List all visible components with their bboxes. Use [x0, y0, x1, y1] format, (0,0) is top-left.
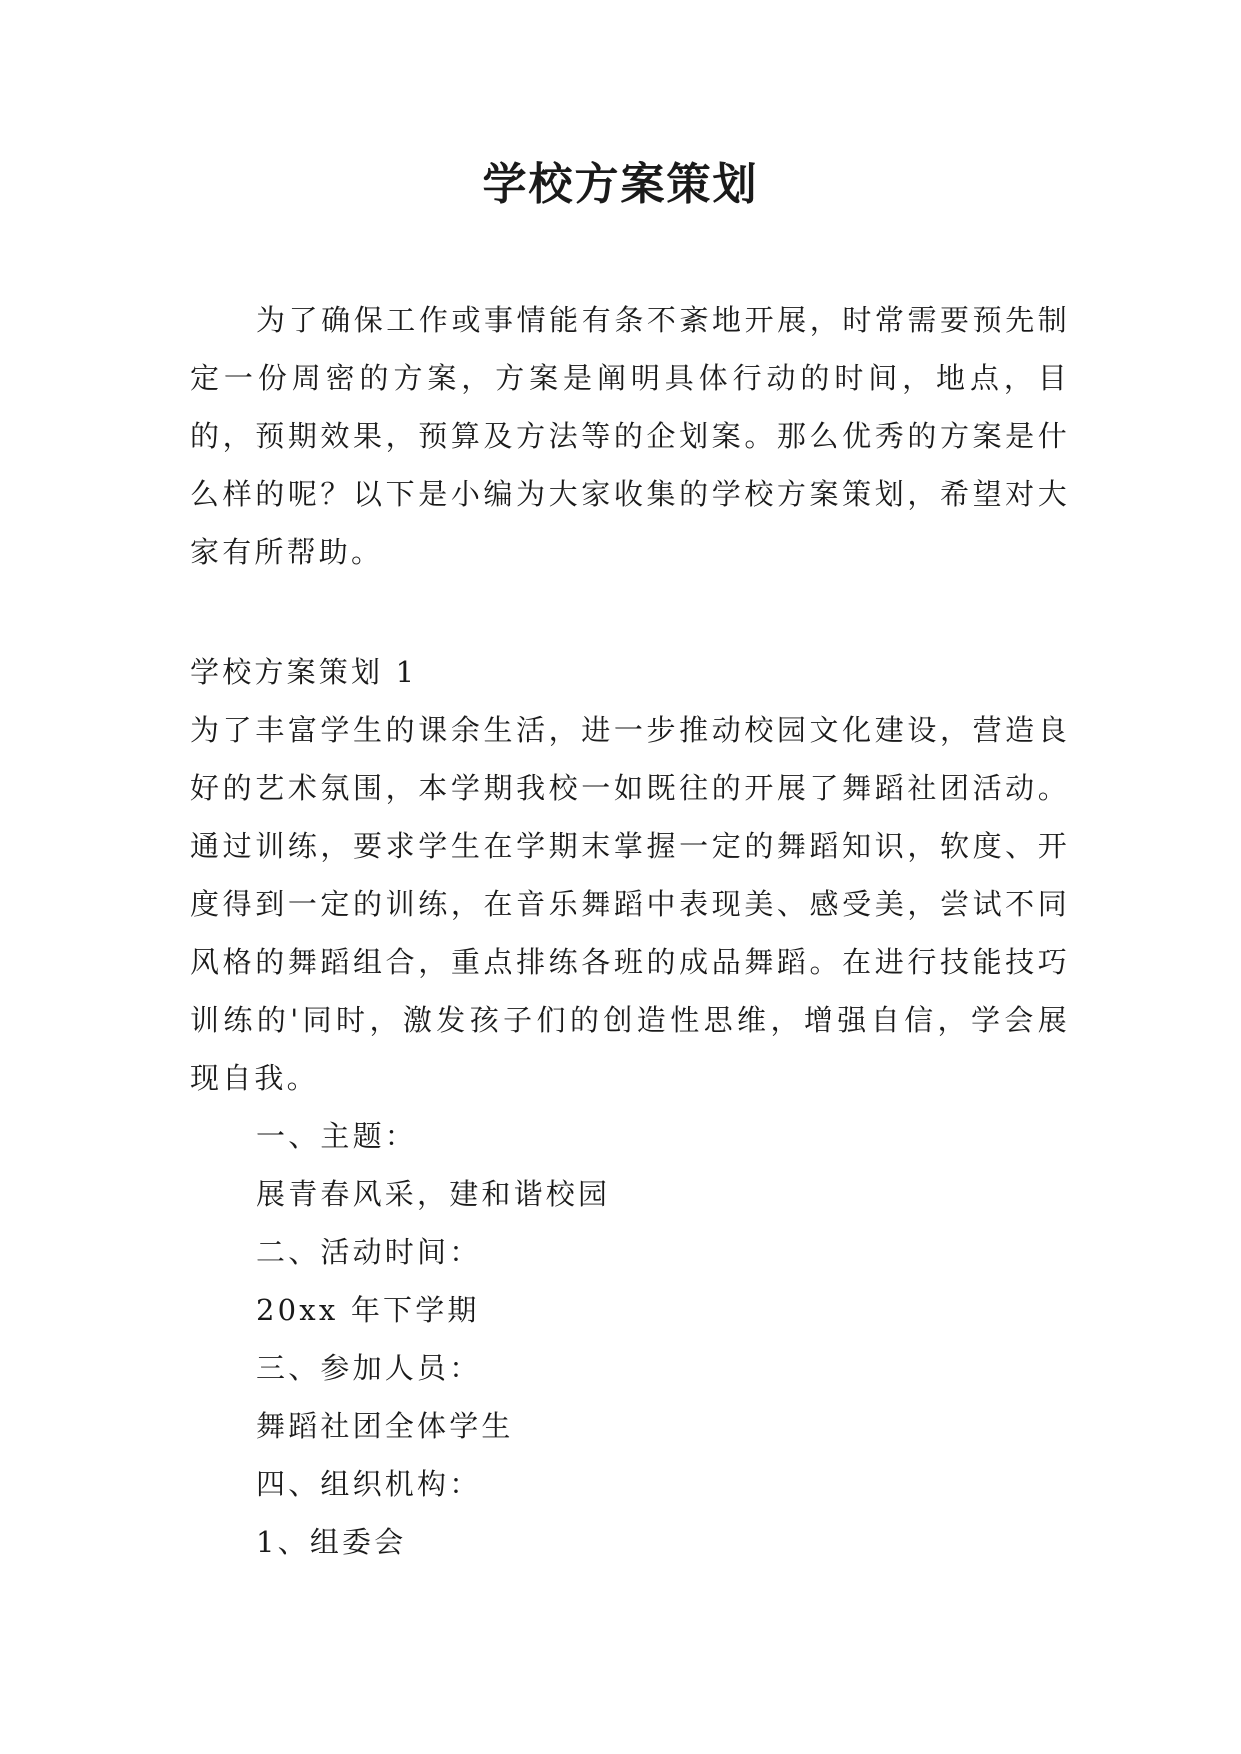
outline-item-organization-heading: 四、组织机构：	[256, 1467, 482, 1501]
document-title: 学校方案策划	[482, 159, 759, 210]
outline-list	[256, 1107, 1076, 1571]
section-heading: 学校方案策划 1	[190, 655, 418, 689]
outline-item-participants-heading: 三、参加人员：	[256, 1351, 482, 1385]
section-body-paragraph: 为了丰富学生的课余生活，进一步推动校园文化建设，营造良好的艺术氛围，本学期我校一如既往的开展了舞蹈社团活动。通过训练，要求学生在学期末掌握一定的舞蹈知识，软度、开度得到一定的训练，在音乐舞蹈中表现美、感受美，尝试不同风格的舞蹈组合，重点排练各班的成品舞蹈。在进行技能技巧训练的'同时，激发孩子们的创造性思维，增强自信，学会展现自我。	[190, 713, 1070, 1095]
intro-paragraph: 为了确保工作或事情能有条不紊地开展，时常需要预先制定一份周密的方案，方案是阐明具体行动的时间，地点，目的，预期效果，预算及方法等的企划案。那么优秀的方案是什么样的呢？以下是小编为大家收集的学校方案策划，希望对大家有所帮助。	[190, 303, 1070, 569]
outline-item-participants: 舞蹈社团全体学生	[256, 1409, 514, 1443]
outline-item-theme: 展青春风采，建和谐校园	[256, 1177, 611, 1211]
outline-item-committee: 1、组委会	[256, 1525, 407, 1559]
outline-item-theme-heading: 一、主题：	[256, 1119, 418, 1153]
outline-item-time-heading: 二、活动时间：	[256, 1235, 482, 1269]
outline-item-time: 20xx 年下学期	[256, 1293, 480, 1327]
